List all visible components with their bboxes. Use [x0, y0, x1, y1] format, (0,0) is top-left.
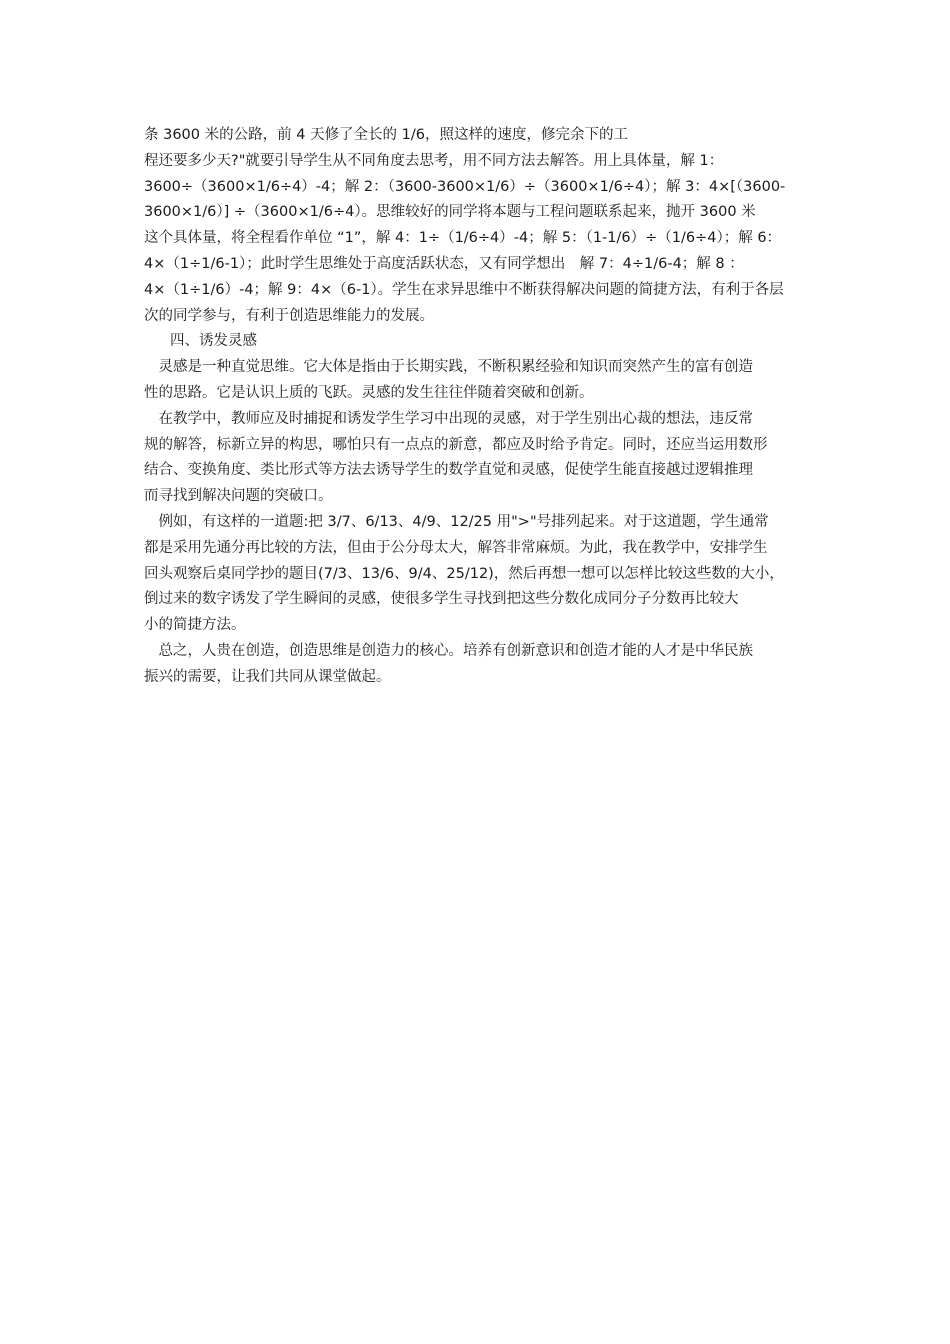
text-line: 3600×1/6）] ÷（3600×1/6÷4）。思维较好的同学将本题与工程问题联系起来，抛开 3600 米 — [144, 204, 756, 221]
text-line: 在教学中，教师应及时捕捉和诱发学生学习中出现的灵感，对于学生别出心裁的想法，违反常 — [144, 410, 753, 427]
text-line: 这个具体量，将全程看作单位 “1”，解 4：1÷（1/6÷4）-4；解 5：（1-1/6）÷（1/6÷4）；解 6： — [144, 230, 782, 247]
document-body — [144, 123, 816, 691]
paragraph-teaching — [144, 407, 816, 510]
text-line: 规的解答，标新立异的构思，哪怕只有一点点的新意，都应及时给予肯定。同时，还应当运用数形 — [144, 436, 768, 453]
text-line: 例如，有这样的一道题:把 3/7、6/13、4/9、12/25 用">"号排列起来。对于这道题，学生通常 — [144, 513, 769, 530]
text-line: 小的简捷方法。 — [144, 617, 246, 634]
text-line: 总之，人贵在创造，创造思维是创造力的核心。培养有创新意识和创造才能的人才是中华民族 — [144, 642, 753, 659]
text-line: 都是采用先通分再比较的方法，但由于公分母太大，解答非常麻烦。为此，我在教学中，安排学生 — [144, 539, 768, 556]
paragraph-solutions — [144, 123, 816, 329]
paragraph-inspiration-definition — [144, 355, 816, 407]
text-line: 倒过来的数字诱发了学生瞬间的灵感，使很多学生寻找到把这些分数化成同分子分数再比较大 — [144, 591, 739, 608]
text-line: 3600÷（3600×1/6÷4）-4；解 2：（3600-3600×1/6）÷（3600×1/6÷4）；解 3：4×[（3600- — [144, 178, 786, 195]
text-line: 灵感是一种直觉思维。它大体是指由于长期实践，不断积累经验和知识而突然产生的富有创造 — [144, 359, 753, 376]
text-line: 程还要多少天?"就要引导学生从不同角度去思考，用不同方法去解答。用上具体量，解 1： — [144, 152, 724, 169]
text-line: 条 3600 米的公路，前 4 天修了全长的 1/6，照这样的速度，修完余下的工 — [144, 127, 629, 143]
section-heading: 四、诱发灵感 — [170, 333, 257, 350]
text-line: 性的思路。它是认识上质的飞跃。灵感的发生往往伴随着突破和创新。 — [144, 384, 594, 401]
text-line: 振兴的需要，让我们共同从课堂做起。 — [144, 668, 391, 685]
text-line: 次的同学参与，有利于创造思维能力的发展。 — [144, 307, 434, 324]
paragraph-conclusion — [144, 639, 816, 691]
text-line: 4×（1÷1/6-1）；此时学生思维处于高度活跃状态，又有同学想出 解 7：4÷1/6-4；解 8 ： — [144, 255, 744, 272]
text-line: 4×（1÷1/6）-4；解 9：4×（6-1）。学生在求异思维中不断获得解决问题的简捷方法，有利于各层 — [144, 281, 784, 298]
text-line: 结合、变换角度、类比形式等方法去诱导学生的数学直觉和灵感，促使学生能直接越过逻辑推理 — [144, 462, 753, 479]
paragraph-example — [144, 510, 816, 639]
text-line: 回头观察后桌同学抄的题目(7/3、13/6、9/4、25/12)，然后再想一想可以怎样比较这些数的大小， — [144, 565, 784, 582]
text-line: 而寻找到解决问题的突破口。 — [144, 488, 333, 505]
